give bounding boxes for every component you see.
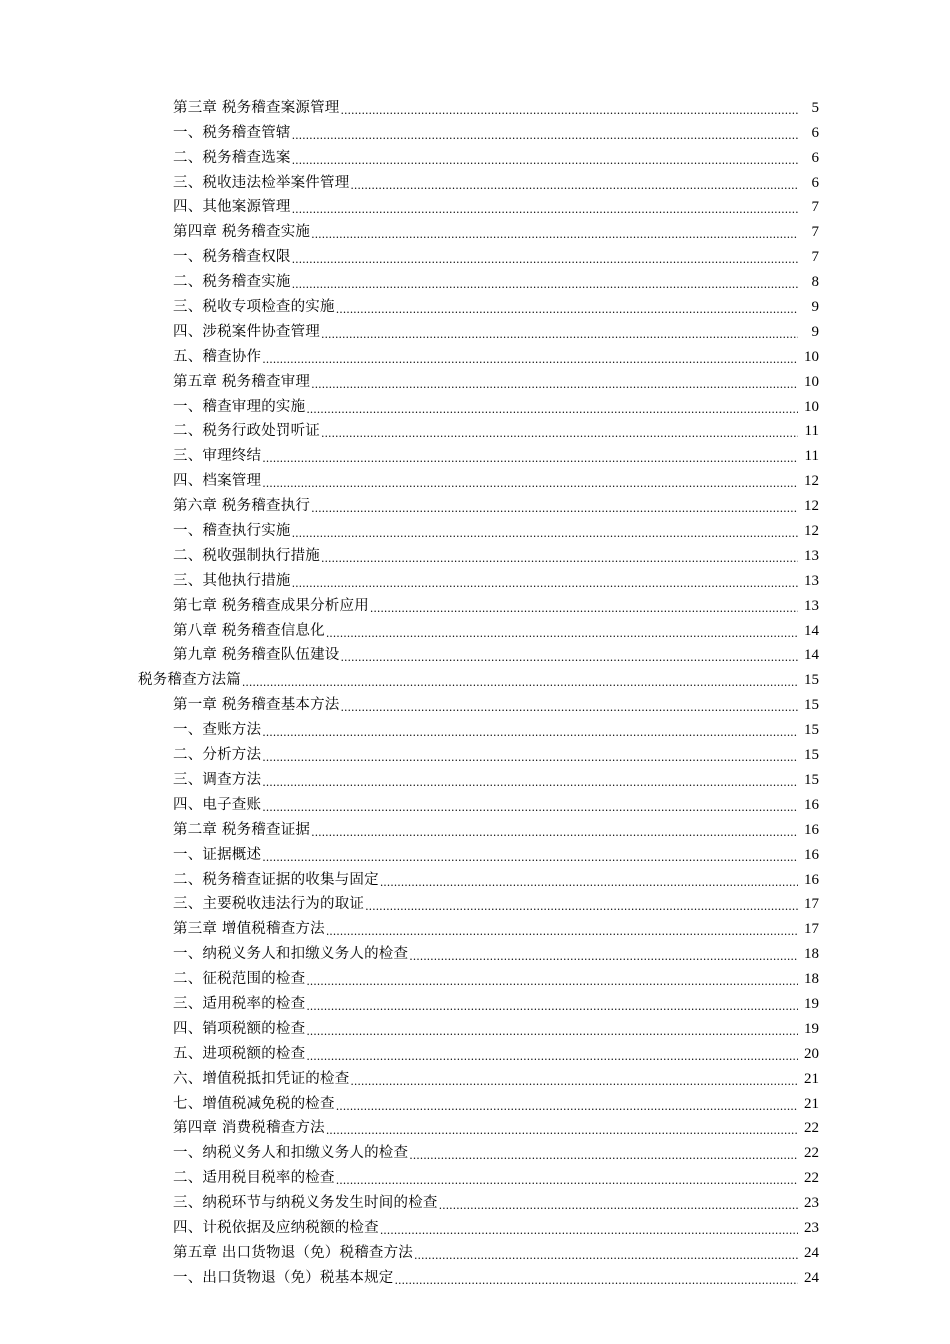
toc-page-number: 15 bbox=[804, 747, 819, 764]
toc-dot-leader bbox=[350, 1069, 798, 1089]
toc-entry-text: 一、证据概述 bbox=[173, 846, 262, 863]
toc-page-number: 9 bbox=[811, 299, 819, 316]
toc-entry-row[interactable] bbox=[0, 1263, 950, 1288]
toc-dot-leader bbox=[341, 695, 798, 715]
toc-entry-row[interactable] bbox=[0, 143, 950, 168]
toc-entry-row[interactable] bbox=[0, 989, 950, 1014]
toc-page-number: 18 bbox=[804, 971, 819, 988]
toc-entry-row[interactable] bbox=[0, 865, 950, 890]
toc-entry-row[interactable] bbox=[0, 342, 950, 367]
toc-entry-text: 税务稽查方法篇 bbox=[138, 672, 241, 689]
toc-entry-row[interactable] bbox=[0, 641, 950, 666]
toc-entry-row[interactable] bbox=[0, 964, 950, 989]
toc-page-number: 6 bbox=[811, 174, 819, 191]
toc-page-number: 16 bbox=[804, 846, 819, 863]
toc-page-number: 22 bbox=[804, 1120, 819, 1137]
toc-entry-text: 第三章 税务稽查案源管理 bbox=[173, 99, 340, 116]
toc-entry-text: 一、纳税义务人和扣缴义务人的检查 bbox=[173, 1145, 409, 1162]
toc-entry-text: 第六章 税务稽查执行 bbox=[173, 498, 311, 515]
toc-entry-text: 三、税收违法检举案件管理 bbox=[173, 174, 350, 191]
toc-dot-leader bbox=[365, 894, 798, 914]
toc-dot-leader bbox=[292, 247, 798, 267]
toc-page-number: 5 bbox=[811, 99, 819, 116]
toc-page-number: 12 bbox=[804, 473, 819, 490]
toc-dot-leader bbox=[336, 297, 798, 317]
toc-entry-text: 二、分析方法 bbox=[173, 747, 262, 764]
toc-page-number: 10 bbox=[804, 373, 819, 390]
toc-page-number: 15 bbox=[804, 771, 819, 788]
toc-page-number: 24 bbox=[804, 1244, 819, 1261]
toc-entry-row[interactable] bbox=[0, 765, 950, 790]
toc-page-number: 21 bbox=[804, 1095, 819, 1112]
toc-entry-text: 二、税务稽查证据的收集与固定 bbox=[173, 871, 379, 888]
toc-page-number: 15 bbox=[804, 697, 819, 714]
toc-dot-leader bbox=[306, 994, 798, 1014]
toc-entry-row[interactable] bbox=[0, 715, 950, 740]
toc-entry-text: 二、税务稽查实施 bbox=[173, 274, 291, 291]
toc-dot-leader bbox=[326, 1118, 798, 1138]
toc-entry-text: 二、税务稽查选案 bbox=[173, 149, 291, 166]
toc-entry-row[interactable] bbox=[0, 591, 950, 616]
toc-dot-leader bbox=[262, 720, 798, 740]
toc-dot-leader bbox=[370, 596, 798, 616]
toc-entry-row[interactable] bbox=[0, 1188, 950, 1213]
toc-entry-text: 一、稽查审理的实施 bbox=[173, 398, 306, 415]
toc-entry-row[interactable] bbox=[0, 267, 950, 292]
toc-dot-leader bbox=[242, 670, 798, 690]
toc-entry-text: 四、计税依据及应纳税额的检查 bbox=[173, 1219, 379, 1236]
toc-entry-text: 二、适用税目税率的检查 bbox=[173, 1170, 335, 1187]
toc-entry-text: 一、查账方法 bbox=[173, 722, 262, 739]
toc-dot-leader bbox=[395, 1268, 799, 1288]
toc-dot-leader bbox=[439, 1193, 798, 1213]
toc-page-number: 14 bbox=[804, 647, 819, 664]
toc-entry-row[interactable] bbox=[0, 466, 950, 491]
toc-page-number: 17 bbox=[804, 921, 819, 938]
toc-entry-text: 三、审理终结 bbox=[173, 448, 262, 465]
toc-dot-leader bbox=[336, 1168, 798, 1188]
toc-entry-row[interactable] bbox=[0, 790, 950, 815]
toc-entry-text: 三、纳税环节与纳税义务发生时间的检查 bbox=[173, 1195, 438, 1212]
toc-entry-row[interactable] bbox=[0, 217, 950, 242]
toc-page-number: 23 bbox=[804, 1219, 819, 1236]
toc-entry-row[interactable] bbox=[0, 1238, 950, 1263]
toc-dot-leader bbox=[409, 944, 798, 964]
toc-part-heading-row[interactable] bbox=[0, 665, 950, 690]
toc-entry-row[interactable] bbox=[0, 566, 950, 591]
toc-entry-row[interactable] bbox=[0, 890, 950, 915]
toc-page-number: 16 bbox=[804, 871, 819, 888]
toc-entry-row[interactable] bbox=[0, 1163, 950, 1188]
toc-entry-text: 三、税收专项检查的实施 bbox=[173, 299, 335, 316]
toc-entry-row[interactable] bbox=[0, 491, 950, 516]
toc-page-number: 15 bbox=[804, 672, 819, 689]
toc-dot-leader bbox=[311, 820, 798, 840]
toc-entry-row[interactable] bbox=[0, 690, 950, 715]
toc-page-number: 12 bbox=[804, 523, 819, 540]
toc-entry-row[interactable] bbox=[0, 367, 950, 392]
toc-entry-row[interactable] bbox=[0, 939, 950, 964]
toc-page-number: 23 bbox=[804, 1195, 819, 1212]
toc-page-number: 15 bbox=[804, 722, 819, 739]
toc-entry-text: 第五章 出口货物退（免）税稽查方法 bbox=[173, 1244, 414, 1261]
toc-dot-leader bbox=[311, 496, 798, 516]
toc-dot-leader bbox=[380, 1218, 798, 1238]
toc-entry-text: 第七章 税务稽查成果分析应用 bbox=[173, 597, 369, 614]
toc-entry-text: 四、档案管理 bbox=[173, 473, 262, 490]
toc-entry-text: 一、税务稽查权限 bbox=[173, 249, 291, 266]
toc-dot-leader bbox=[292, 571, 798, 591]
toc-page-number: 10 bbox=[804, 398, 819, 415]
toc-entry-row[interactable] bbox=[0, 541, 950, 566]
toc-dot-leader bbox=[341, 98, 798, 118]
toc-entry-row[interactable] bbox=[0, 292, 950, 317]
toc-page-number: 16 bbox=[804, 821, 819, 838]
toc-dot-leader bbox=[262, 347, 798, 367]
toc-dot-leader bbox=[321, 421, 798, 441]
toc-dot-leader bbox=[262, 795, 798, 815]
toc-dot-leader bbox=[326, 919, 798, 939]
toc-entry-row[interactable] bbox=[0, 616, 950, 641]
toc-page-number: 18 bbox=[804, 946, 819, 963]
toc-entry-text: 四、其他案源管理 bbox=[173, 199, 291, 216]
toc-dot-leader bbox=[311, 372, 798, 392]
toc-page-number: 7 bbox=[811, 199, 819, 216]
toc-page-number: 7 bbox=[811, 249, 819, 266]
toc-entry-text: 三、调查方法 bbox=[173, 771, 262, 788]
toc-page-number: 12 bbox=[804, 498, 819, 515]
toc-page-number: 11 bbox=[804, 423, 819, 440]
toc-dot-leader bbox=[336, 1094, 798, 1114]
toc-entry-text: 四、电子查账 bbox=[173, 796, 262, 813]
toc-entry-row[interactable] bbox=[0, 914, 950, 939]
toc-page-number: 19 bbox=[804, 995, 819, 1012]
toc-entry-text: 第九章 税务稽查队伍建设 bbox=[173, 647, 340, 664]
toc-dot-leader bbox=[292, 197, 798, 217]
toc-page-number: 21 bbox=[804, 1070, 819, 1087]
toc-entry-text: 第二章 税务稽查证据 bbox=[173, 821, 311, 838]
toc-entry-row[interactable] bbox=[0, 193, 950, 218]
toc-dot-leader bbox=[326, 621, 798, 641]
toc-page-number: 17 bbox=[804, 896, 819, 913]
toc-dot-leader bbox=[341, 645, 798, 665]
toc-entry-row[interactable] bbox=[0, 740, 950, 765]
toc-entry-text: 二、征税范围的检查 bbox=[173, 971, 306, 988]
toc-entry-text: 第四章 消费税稽查方法 bbox=[173, 1120, 325, 1137]
toc-entry-text: 五、进项税额的检查 bbox=[173, 1045, 306, 1062]
toc-dot-leader bbox=[409, 1143, 798, 1163]
toc-entry-text: 第五章 税务稽查审理 bbox=[173, 373, 311, 390]
toc-entry-text: 三、适用税率的检查 bbox=[173, 995, 306, 1012]
toc-dot-leader bbox=[292, 521, 798, 541]
toc-entry-row[interactable] bbox=[0, 1014, 950, 1039]
toc-dot-leader bbox=[380, 870, 798, 890]
toc-dot-leader bbox=[311, 222, 798, 242]
toc-entry-row[interactable] bbox=[0, 317, 950, 342]
toc-dot-leader bbox=[321, 546, 798, 566]
toc-page-number: 24 bbox=[804, 1269, 819, 1286]
toc-entry-row[interactable] bbox=[0, 516, 950, 541]
toc-entry-text: 三、其他执行措施 bbox=[173, 572, 291, 589]
toc-page-number: 7 bbox=[811, 224, 819, 241]
toc-dot-leader bbox=[262, 745, 798, 765]
toc-page-number: 22 bbox=[804, 1170, 819, 1187]
toc-page-number: 6 bbox=[811, 149, 819, 166]
toc-entry-text: 第八章 税务稽查信息化 bbox=[173, 622, 325, 639]
toc-entry-text: 一、出口货物退（免）税基本规定 bbox=[173, 1269, 394, 1286]
toc-entry-row[interactable] bbox=[0, 392, 950, 417]
table-of-contents bbox=[0, 93, 950, 1288]
toc-entry-text: 四、销项税额的检查 bbox=[173, 1020, 306, 1037]
toc-page-number: 11 bbox=[804, 448, 819, 465]
toc-dot-leader bbox=[262, 845, 798, 865]
toc-entry-row[interactable] bbox=[0, 417, 950, 442]
toc-entry-row[interactable] bbox=[0, 1039, 950, 1064]
toc-dot-leader bbox=[292, 272, 798, 292]
toc-entry-row[interactable] bbox=[0, 1138, 950, 1163]
toc-entry-text: 六、增值税抵扣凭证的检查 bbox=[173, 1070, 350, 1087]
toc-entry-text: 第三章 增值税稽查方法 bbox=[173, 921, 325, 938]
toc-page-number: 14 bbox=[804, 622, 819, 639]
toc-entry-text: 二、税务行政处罚听证 bbox=[173, 423, 320, 440]
toc-entry-text: 三、主要税收违法行为的取证 bbox=[173, 896, 365, 913]
toc-entry-text: 第四章 税务稽查实施 bbox=[173, 224, 311, 241]
toc-page-number: 13 bbox=[804, 572, 819, 589]
toc-entry-text: 五、稽查协作 bbox=[173, 348, 262, 365]
toc-page-number: 9 bbox=[811, 323, 819, 340]
toc-entry-text: 一、纳税义务人和扣缴义务人的检查 bbox=[173, 946, 409, 963]
toc-page-number: 16 bbox=[804, 796, 819, 813]
toc-page-number: 6 bbox=[811, 124, 819, 141]
toc-entry-text: 四、涉税案件协查管理 bbox=[173, 323, 320, 340]
toc-page-number: 19 bbox=[804, 1020, 819, 1037]
toc-entry-text: 二、税收强制执行措施 bbox=[173, 547, 320, 564]
toc-page-number: 13 bbox=[804, 597, 819, 614]
toc-entry-row[interactable] bbox=[0, 815, 950, 840]
toc-dot-leader bbox=[262, 446, 798, 466]
toc-dot-leader bbox=[306, 969, 798, 989]
toc-entry-text: 第一章 税务稽查基本方法 bbox=[173, 697, 340, 714]
toc-page-number: 22 bbox=[804, 1145, 819, 1162]
toc-page-number: 8 bbox=[811, 274, 819, 291]
toc-entry-row[interactable] bbox=[0, 1064, 950, 1089]
toc-entry-text: 七、增值税减免税的检查 bbox=[173, 1095, 335, 1112]
toc-entry-row[interactable] bbox=[0, 242, 950, 267]
toc-dot-leader bbox=[306, 1044, 798, 1064]
toc-entry-text: 一、税务稽查管辖 bbox=[173, 124, 291, 141]
toc-page-number: 20 bbox=[804, 1045, 819, 1062]
toc-entry-row[interactable] bbox=[0, 1089, 950, 1114]
toc-dot-leader bbox=[321, 322, 798, 342]
toc-entry-row[interactable] bbox=[0, 1213, 950, 1238]
toc-dot-leader bbox=[262, 471, 798, 491]
toc-entry-row[interactable] bbox=[0, 1114, 950, 1139]
toc-dot-leader bbox=[292, 148, 798, 168]
toc-dot-leader bbox=[262, 770, 798, 790]
toc-entry-row[interactable] bbox=[0, 441, 950, 466]
toc-dot-leader bbox=[306, 1019, 798, 1039]
toc-entry-row[interactable] bbox=[0, 168, 950, 193]
toc-dot-leader bbox=[292, 123, 798, 143]
toc-dot-leader bbox=[350, 173, 798, 193]
toc-entry-text: 一、稽查执行实施 bbox=[173, 523, 291, 540]
toc-entry-row[interactable] bbox=[0, 118, 950, 143]
toc-dot-leader bbox=[414, 1243, 798, 1263]
toc-page-number: 13 bbox=[804, 547, 819, 564]
toc-dot-leader bbox=[306, 397, 798, 417]
toc-page-number: 10 bbox=[804, 348, 819, 365]
toc-entry-row[interactable] bbox=[0, 840, 950, 865]
toc-entry-row[interactable] bbox=[0, 93, 950, 118]
